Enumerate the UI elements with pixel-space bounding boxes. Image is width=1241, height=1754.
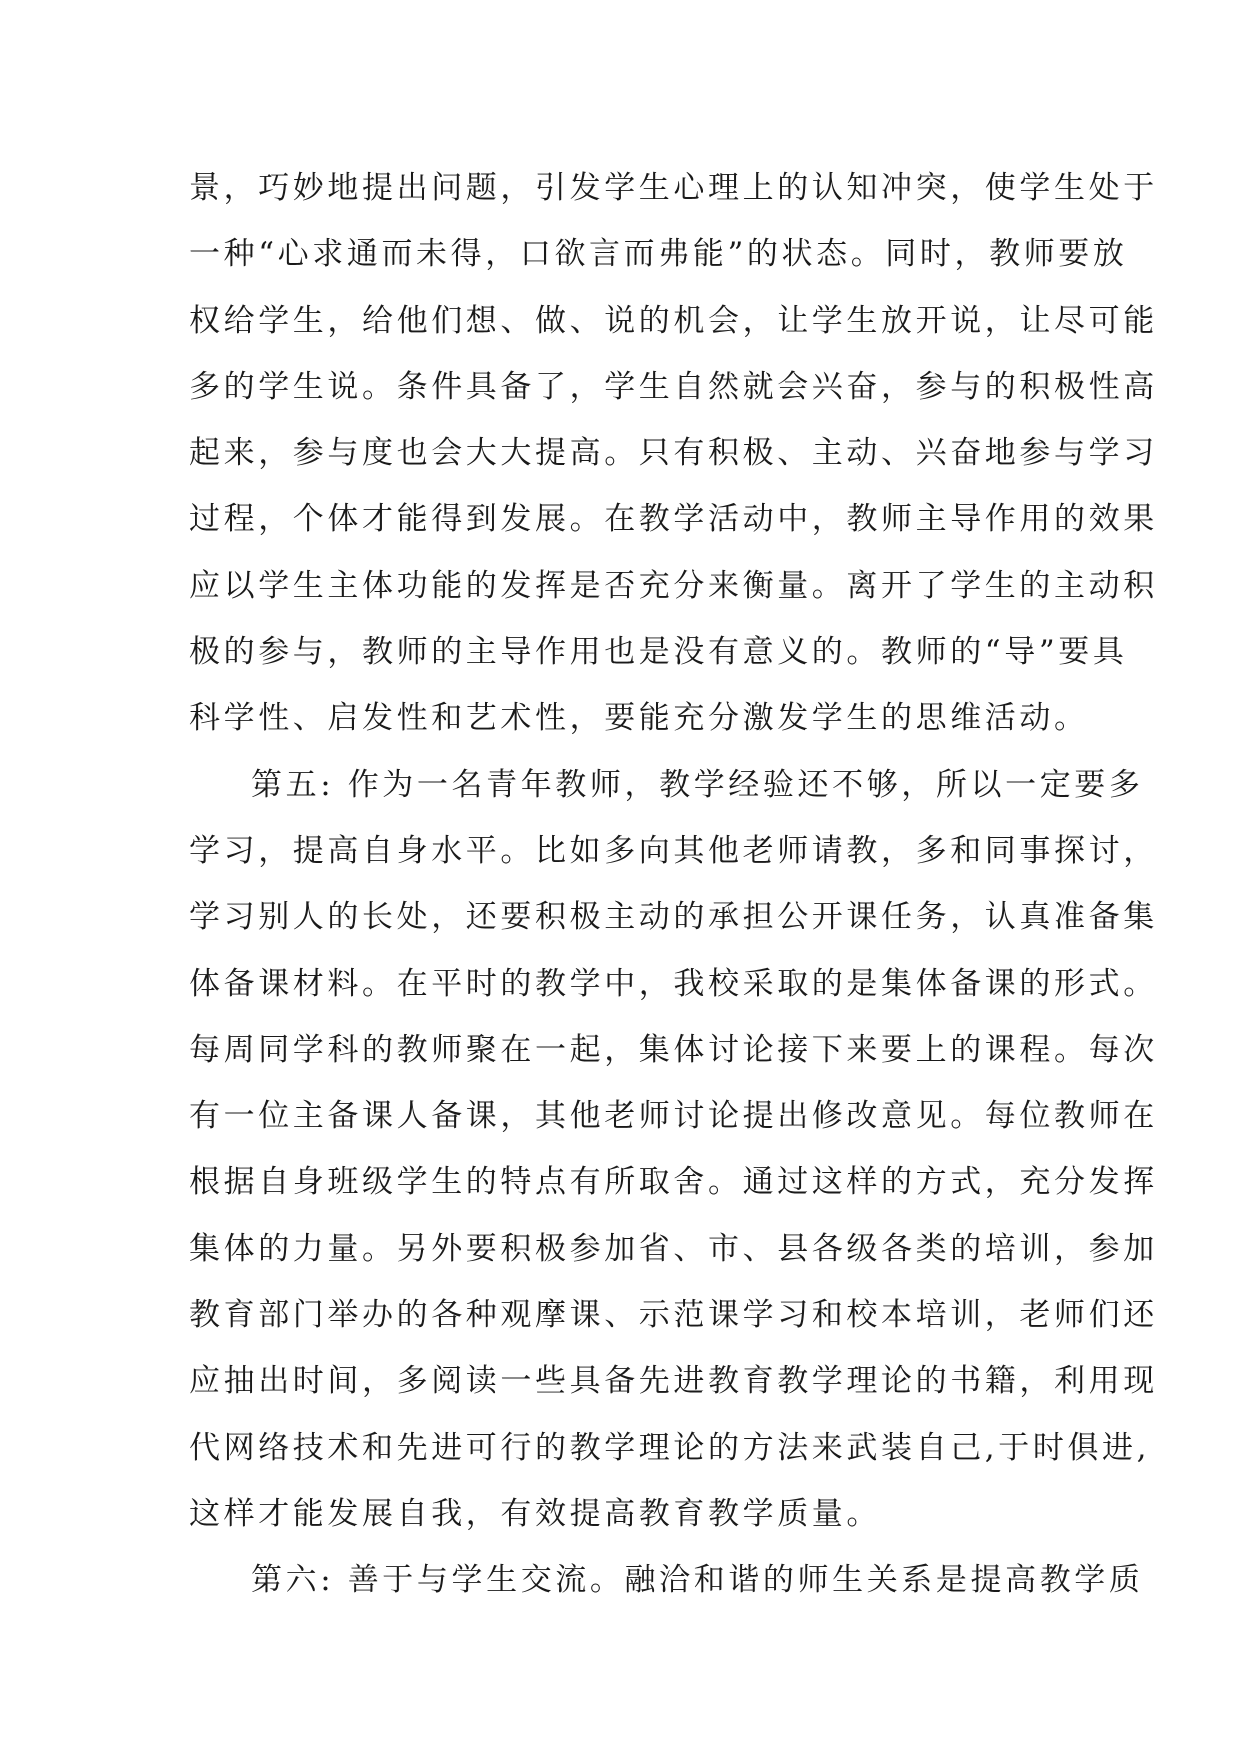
text-line: 学习，提高自身水平。比如多向其他老师请教，多和同事探讨，: [189, 832, 1158, 869]
text-line: 学习别人的长处，还要积极主动的承担公开课任务，认真准备集: [189, 899, 1158, 936]
text-line: 这样才能发展自我，有效提高教育教学质量。: [189, 1495, 881, 1532]
text-line: 极的参与，教师的主导作用也是没有意义的。教师的“导”要具: [189, 634, 1128, 671]
text-line: 科学性、启发性和艺术性，要能充分激发学生的思维活动。: [189, 700, 1089, 737]
text-line: 权给学生，给他们想、做、说的机会，让学生放开说，让尽可能: [189, 302, 1158, 339]
text-line: 起来，参与度也会大大提高。只有积极、主动、兴奋地参与学习: [189, 435, 1158, 472]
text-line: 集体的力量。另外要积极参加省、市、县各级各类的培训，参加: [189, 1230, 1158, 1267]
text-line: 第五: 作为一名青年教师，教学经验还不够，所以一定要多: [251, 766, 1144, 803]
text-line: 有一位主备课人备课，其他老师讨论提出修改意见。每位教师在: [189, 1098, 1158, 1135]
text-line: 应以学生主体功能的发挥是否充分来衡量。离开了学生的主动积: [189, 567, 1158, 604]
text-line: 代网络技术和先进可行的教学理论的方法来武装自己,于时俱进,: [189, 1429, 1151, 1466]
text-line: 体备课材料。在平时的教学中，我校采取的是集体备课的形式。: [189, 965, 1158, 1002]
text-line: 应抽出时间，多阅读一些具备先进教育教学理论的书籍，利用现: [189, 1363, 1158, 1400]
text-line: 景，巧妙地提出问题，引发学生心理上的认知冲突，使学生处于: [189, 170, 1158, 206]
text-line: 根据自身班级学生的特点有所取舍。通过这样的方式，充分发挥: [189, 1164, 1158, 1201]
text-line: 一种“心求通而未得，口欲言而弗能”的状态。同时，教师要放: [189, 236, 1128, 273]
text-line: 每周同学科的教师聚在一起，集体讨论接下来要上的课程。每次: [189, 1031, 1158, 1068]
text-line: 过程，个体才能得到发展。在教学活动中，教师主导作用的效果: [189, 501, 1158, 538]
text-line: 教育部门举办的各种观摩课、示范课学习和校本培训，老师们还: [189, 1297, 1158, 1334]
text-line: 多的学生说。条件具备了，学生自然就会兴奋，参与的积极性高: [189, 368, 1158, 405]
body-text: [189, 155, 1158, 1614]
text-line: 第六: 善于与学生交流。融洽和谐的师生关系是提高教学质: [251, 1562, 1144, 1599]
